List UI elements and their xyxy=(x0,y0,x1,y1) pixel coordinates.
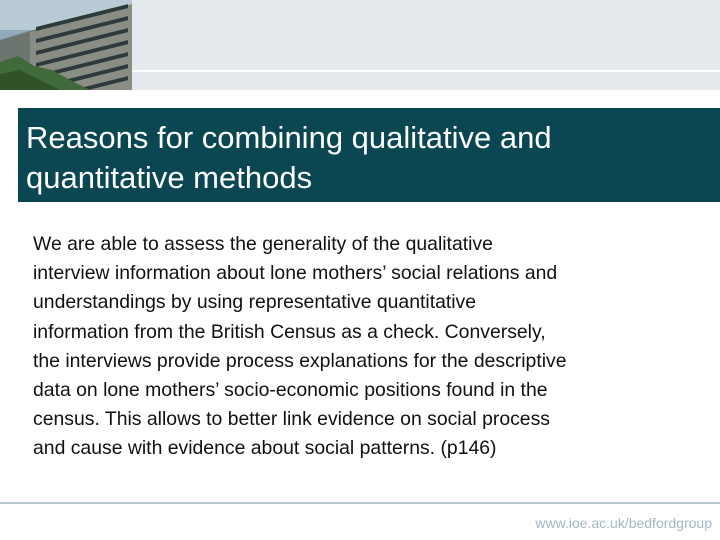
slide-title: Reasons for combining qualitative and quantitative methods xyxy=(26,120,552,195)
header-divider xyxy=(132,70,720,72)
footer-divider xyxy=(0,502,720,504)
building-photo xyxy=(0,0,132,90)
slide-body-text: We are able to assess the generality of the qualitative interview information about lone mothers’ social relations and understandings by using representative quantitative information from the British Census as a check. Conversely, the interviews provide process explanations for the descriptive data on lone mothers’ socio-economic positions found in the census. This allows to better link evidence on social process and cause with evidence about social patterns. (p146) xyxy=(33,233,567,460)
title-bar xyxy=(18,108,720,202)
footer-url: www.ioe.ac.uk/bedfordgroup xyxy=(535,515,712,531)
